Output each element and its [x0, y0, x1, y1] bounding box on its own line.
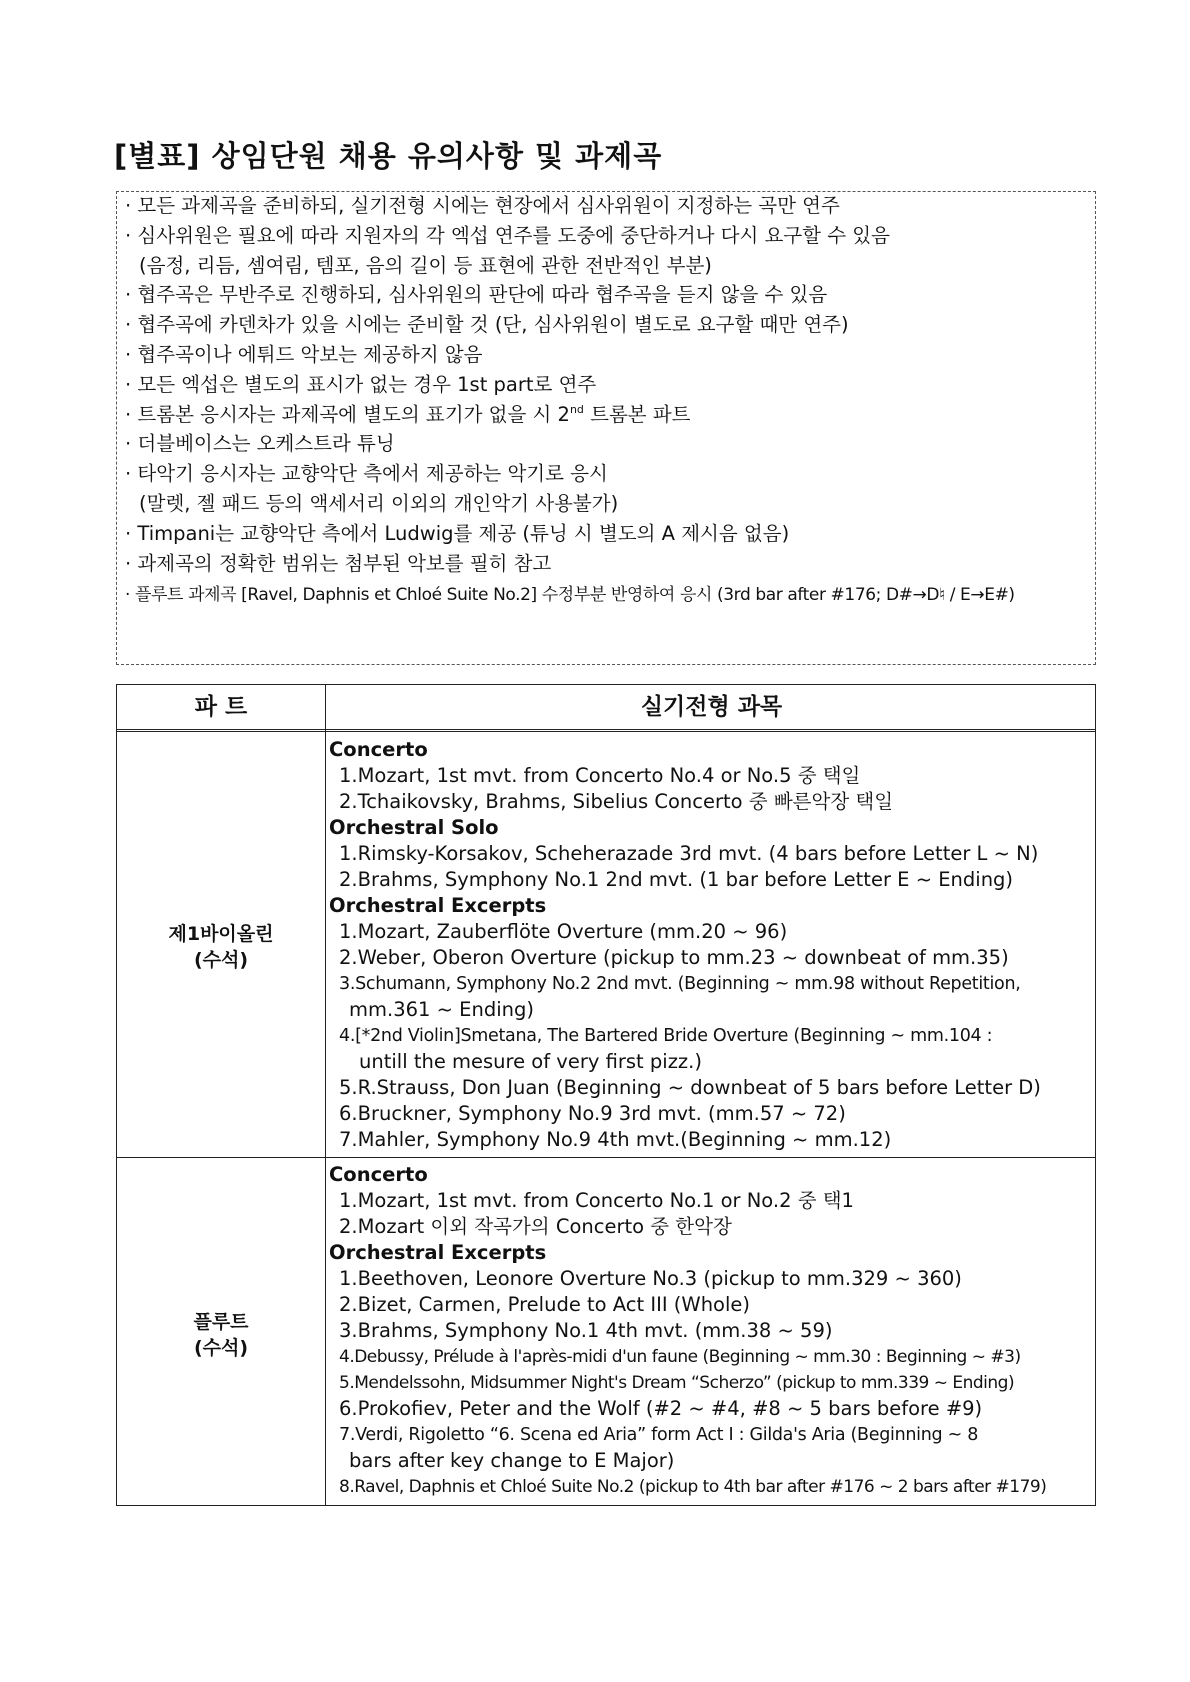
list-item: 3.Schumann, Symphony No.2 2nd mvt. (Beginning ~ mm.98 without Repetition, [339, 974, 1021, 994]
list-item: 2.Tchaikovsky, Brahms, Sibelius Concerto 중 빠른악장 택일 [339, 790, 894, 813]
notice-item: · 협주곡에 카덴차가 있을 시에는 준비할 것 (단, 심사위원이 별도로 요구할 때만 연주) [125, 313, 849, 336]
list-item: 2.Weber, Oberon Overture (pickup to mm.23 ~ downbeat of mm.35) [339, 946, 1009, 969]
notice-item: (말렛, 젤 패드 등의 액세서리 이외의 개인악기 사용불가) [139, 492, 619, 515]
list-item: 5.R.Strauss, Don Juan (Beginning ~ downbeat of 5 bars before Letter D) [339, 1076, 1041, 1099]
header-subject: 실기전형 과목 [640, 694, 783, 720]
notice-item: · 협주곡은 무반주로 진행하되, 심사위원의 판단에 따라 협주곡을 듣지 않을 수 있음 [125, 283, 828, 306]
list-item: 2.Bizet, Carmen, Prelude to Act III (Whole) [339, 1293, 751, 1316]
list-item: 4.Debussy, Prélude à l'après-midi d'un faune (Beginning ~ mm.30 : Beginning ~ #3) [339, 1347, 1021, 1367]
list-item: 1.Rimsky-Korsakov, Scheherazade 3rd mvt. (4 bars before Letter L ~ N) [339, 842, 1039, 865]
header-part: 파 트 [194, 694, 248, 720]
list-item: 6.Prokofiev, Peter and the Wolf (#2 ~ #4, #8 ~ 5 bars before #9) [339, 1397, 983, 1420]
notice-item-trombone [125, 403, 691, 427]
list-item: 7.Verdi, Rigoletto “6. Scena ed Aria” form Act I : Gilda's Aria (Beginning ~ 8 [339, 1425, 979, 1445]
list-item: 3.Brahms, Symphony No.1 4th mvt. (mm.38 ~ 59) [339, 1319, 833, 1342]
flute-subjects [329, 1162, 1093, 1500]
list-item: 2.Brahms, Symphony No.1 2nd mvt. (1 bar before Letter E ~ Ending) [339, 868, 1014, 891]
section-heading: Orchestral Solo [329, 816, 499, 839]
violin-subjects [329, 737, 1093, 1153]
list-item: 1.Mozart, Zauberflöte Overture (mm.20 ~ 96) [339, 920, 788, 943]
section-heading: Concerto [329, 738, 428, 761]
list-item: 1.Beethoven, Leonore Overture No.3 (pickup to mm.329 ~ 360) [339, 1267, 962, 1290]
part-flute [117, 1309, 325, 1361]
notice-item: · 과제곡의 정확한 범위는 첨부된 악보를 필히 참고 [125, 552, 552, 575]
notice-item: · 더블베이스는 오케스트라 튜닝 [125, 432, 395, 455]
row-divider [117, 1157, 1095, 1158]
part-label: 제1바이올린 [168, 923, 274, 945]
audition-table [116, 684, 1096, 1506]
section-heading: Orchestral Excerpts [329, 894, 547, 917]
page-title: [별표] 상임단원 채용 유의사항 및 과제곡 [114, 139, 663, 173]
notice-item: · 심사위원은 필요에 따라 지원자의 각 엑섭 연주를 도중에 중단하거나 다시 요구할 수 있음 [125, 224, 890, 247]
notice-text: 트롬본 파트 [583, 403, 691, 426]
section-heading: Concerto [329, 1163, 428, 1186]
list-item-continuation: bars after key change to E Major) [349, 1449, 675, 1472]
header-divider [117, 729, 1095, 732]
list-item: 8.Ravel, Daphnis et Chloé Suite No.2 (pickup to 4th bar after #176 ~ 2 bars after #179) [339, 1477, 1047, 1497]
part-role: (수석) [193, 949, 249, 971]
notice-item: · Timpani는 교향악단 측에서 Ludwig를 제공 (튜닝 시 별도의 A 제시음 없음) [125, 522, 790, 545]
list-item-continuation: mm.361 ~ Ending) [349, 998, 534, 1021]
list-item: 5.Mendelssohn, Midsummer Night's Dream “Scherzo” (pickup to mm.339 ~ Ending) [339, 1373, 1015, 1393]
column-divider [325, 685, 326, 1505]
section-heading: Orchestral Excerpts [329, 1241, 547, 1264]
notice-item: (음정, 리듬, 셈여림, 템포, 음의 길이 등 표현에 관한 전반적인 부분) [139, 254, 712, 277]
part-label: 플루트 [193, 1311, 249, 1333]
part-role: (수석) [193, 1337, 249, 1359]
notice-superscript: nd [569, 403, 584, 416]
list-item: 2.Mozart 이외 작곡가의 Concerto 중 한악장 [339, 1215, 732, 1238]
list-item: 1.Mozart, 1st mvt. from Concerto No.1 or No.2 중 택1 [339, 1189, 854, 1212]
list-item: 6.Bruckner, Symphony No.9 3rd mvt. (mm.57 ~ 72) [339, 1102, 846, 1125]
notice-item: · 모든 엑섭은 별도의 표시가 없는 경우 1st part로 연주 [125, 373, 597, 396]
notice-item: · 플루트 과제곡 [Ravel, Daphnis et Chloé Suite No.2] 수정부분 반영하여 응시 (3rd bar after #176; D#→D♮ / E→E#) [125, 585, 1015, 605]
notice-item: · 모든 과제곡을 준비하되, 실기전형 시에는 현장에서 심사위원이 지정하는 곡만 연주 [125, 194, 840, 217]
list-item: 7.Mahler, Symphony No.9 4th mvt.(Beginning ~ mm.12) [339, 1128, 892, 1151]
list-item-continuation: untill the mesure of very first pizz.) [359, 1050, 702, 1073]
notice-item: · 협주곡이나 에튀드 악보는 제공하지 않음 [125, 343, 483, 366]
notice-box [116, 191, 1096, 665]
notice-text: · 트롬본 응시자는 과제곡에 별도의 표기가 없을 시 2 [125, 403, 570, 426]
list-item: 4.[*2nd Violin]Smetana, The Bartered Bride Overture (Beginning ~ mm.104 : [339, 1026, 993, 1046]
list-item: 1.Mozart, 1st mvt. from Concerto No.4 or No.5 중 택일 [339, 764, 861, 787]
notice-item: · 타악기 응시자는 교향악단 측에서 제공하는 악기로 응시 [125, 462, 608, 485]
part-violin [117, 921, 325, 973]
